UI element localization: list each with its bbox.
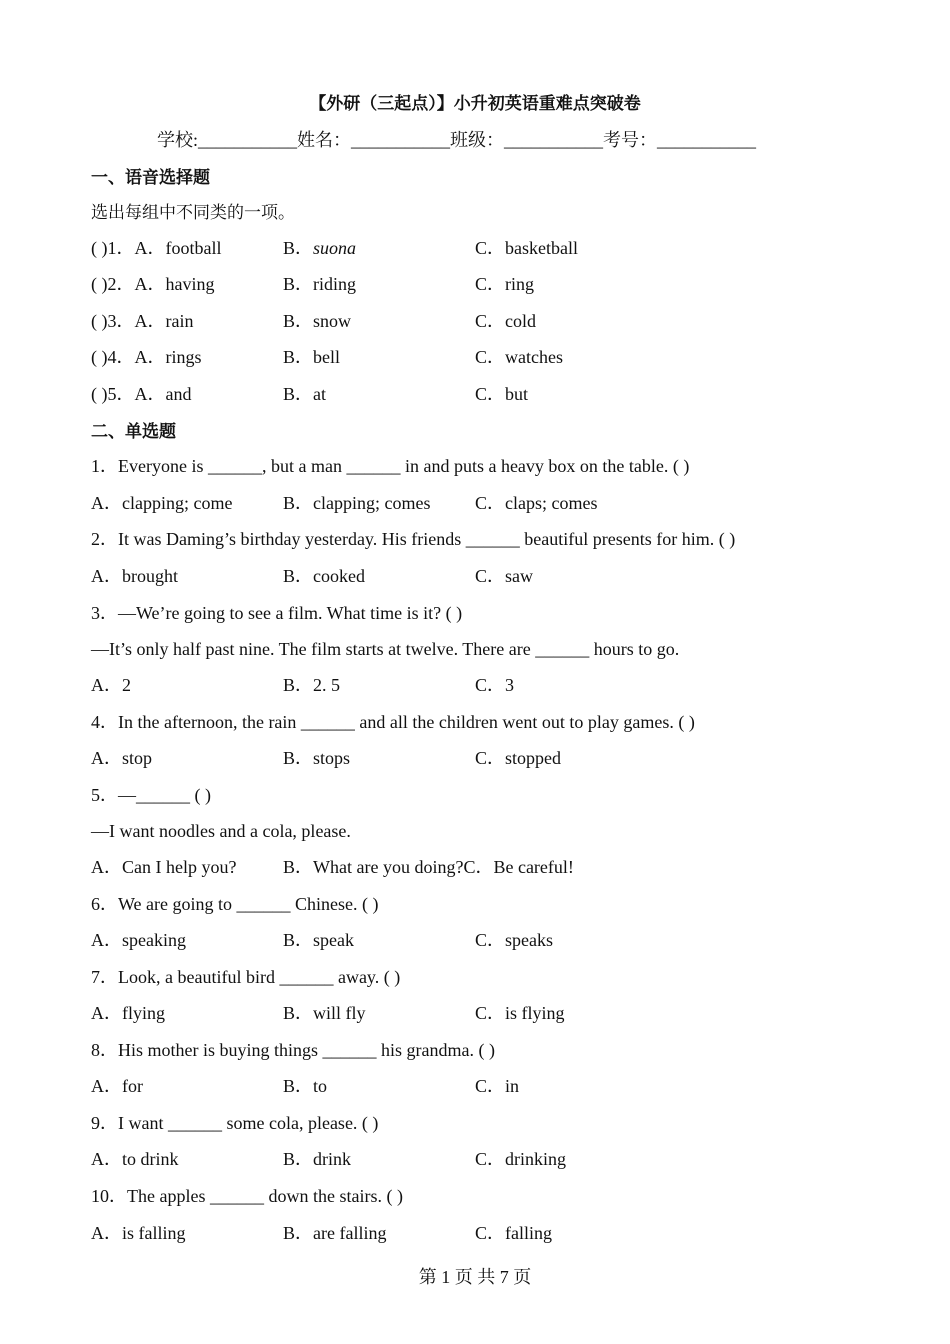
option-c: C．ring bbox=[475, 274, 535, 294]
school-blank: ___________ bbox=[198, 130, 298, 150]
question-number: ( )1．A．football bbox=[91, 238, 222, 258]
option-c: C．stopped bbox=[475, 748, 562, 768]
question-stem-continued: —I want noodles and a cola, please. bbox=[91, 821, 351, 841]
option-b: B．cooked bbox=[283, 566, 365, 586]
question-stem: 8．His mother is buying things ______ his grandma. ( ) bbox=[91, 1040, 495, 1060]
question-stem: 5．—______ ( ) bbox=[91, 785, 211, 805]
section1-instruction: 选出每组中不同类的一项。 bbox=[91, 203, 295, 223]
option-b: B．are falling bbox=[283, 1223, 387, 1243]
option-a: A．stop bbox=[91, 748, 153, 768]
student-info-line bbox=[157, 129, 756, 151]
option-c: C．speaks bbox=[475, 930, 553, 950]
option-a: A．for bbox=[91, 1076, 143, 1096]
option-b: B．2. 5 bbox=[283, 675, 341, 695]
option-b: B．What are you doing?C．Be careful! bbox=[283, 857, 574, 877]
option-b: B．speak bbox=[283, 930, 354, 950]
option-c: C．claps; comes bbox=[475, 493, 598, 513]
option-b: B．suona bbox=[283, 238, 357, 258]
option-c: C．watches bbox=[475, 347, 563, 367]
option-a: A．Can I help you? bbox=[91, 857, 237, 877]
option-c: C．is flying bbox=[475, 1003, 565, 1023]
question-stem: 9．I want ______ some cola, please. ( ) bbox=[91, 1113, 379, 1133]
question-stem: 3．—We’re going to see a film. What time is it? ( ) bbox=[91, 603, 463, 623]
option-c: C．basketball bbox=[475, 238, 578, 258]
class-blank: ___________ bbox=[504, 130, 604, 150]
option-a: A．clapping; come bbox=[91, 493, 233, 513]
question-stem: 1．Everyone is ______, but a man ______ in and puts a heavy box on the table. ( ) bbox=[91, 456, 690, 476]
option-c: C．3 bbox=[475, 675, 515, 695]
option-a: A．is falling bbox=[91, 1223, 186, 1243]
option-c: C．falling bbox=[475, 1223, 552, 1243]
option-c: C．but bbox=[475, 384, 529, 404]
question-stem: 4．In the afternoon, the rain ______ and all the children went out to play games. ( ) bbox=[91, 712, 695, 732]
option-b: B．riding bbox=[283, 274, 357, 294]
option-a: A．to drink bbox=[91, 1149, 179, 1169]
option-a: A．brought bbox=[91, 566, 178, 586]
option-b: B．at bbox=[283, 384, 327, 404]
question-number: ( )3．A．rain bbox=[91, 311, 194, 331]
option-a: A．flying bbox=[91, 1003, 165, 1023]
question-stem: 10．The apples ______ down the stairs. ( ) bbox=[91, 1186, 403, 1206]
question-number: ( )4．A．rings bbox=[91, 347, 202, 367]
option-b: B．will fly bbox=[283, 1003, 366, 1023]
section1-heading: 一、语音选择题 bbox=[91, 168, 210, 188]
question-stem: 7．Look, a beautiful bird ______ away. ( ) bbox=[91, 967, 401, 987]
question-stem: 6．We are going to ______ Chinese. ( ) bbox=[91, 894, 379, 914]
option-a: A．2 bbox=[91, 675, 131, 695]
option-b: B．bell bbox=[283, 347, 341, 367]
exam-no-blank: ___________ bbox=[657, 130, 757, 150]
name-blank: ___________ bbox=[351, 130, 451, 150]
question-stem-continued: —It’s only half past nine. The film starts at twelve. There are ______ hours to go. bbox=[91, 639, 680, 659]
option-b: B．drink bbox=[283, 1149, 352, 1169]
section2-heading: 二、单选题 bbox=[91, 422, 176, 442]
question-number: ( )2．A．having bbox=[91, 274, 215, 294]
page-title: 【外研（三起点）】小升初英语重难点突破卷 bbox=[309, 94, 641, 114]
name-label: 姓名： bbox=[297, 130, 352, 150]
option-c: C．saw bbox=[475, 566, 533, 586]
exam-no-label: 考号： bbox=[603, 130, 658, 150]
option-b: B．to bbox=[283, 1076, 328, 1096]
option-b: B．stops bbox=[283, 748, 351, 768]
option-c: C．cold bbox=[475, 311, 536, 331]
question-stem: 2．It was Daming’s birthday yesterday. His friends ______ beautiful presents for him. ( ) bbox=[91, 529, 736, 549]
option-b: B．clapping; comes bbox=[283, 493, 431, 513]
school-label: 学校: bbox=[157, 130, 199, 150]
option-a: A．speaking bbox=[91, 930, 186, 950]
class-label: 班级： bbox=[450, 130, 505, 150]
option-b: B．snow bbox=[283, 311, 352, 331]
question-number: ( )5．A．and bbox=[91, 384, 192, 404]
option-c: C．in bbox=[475, 1076, 520, 1096]
page-footer: 第 1 页 共 7 页 bbox=[418, 1267, 532, 1287]
option-c: C．drinking bbox=[475, 1149, 567, 1169]
